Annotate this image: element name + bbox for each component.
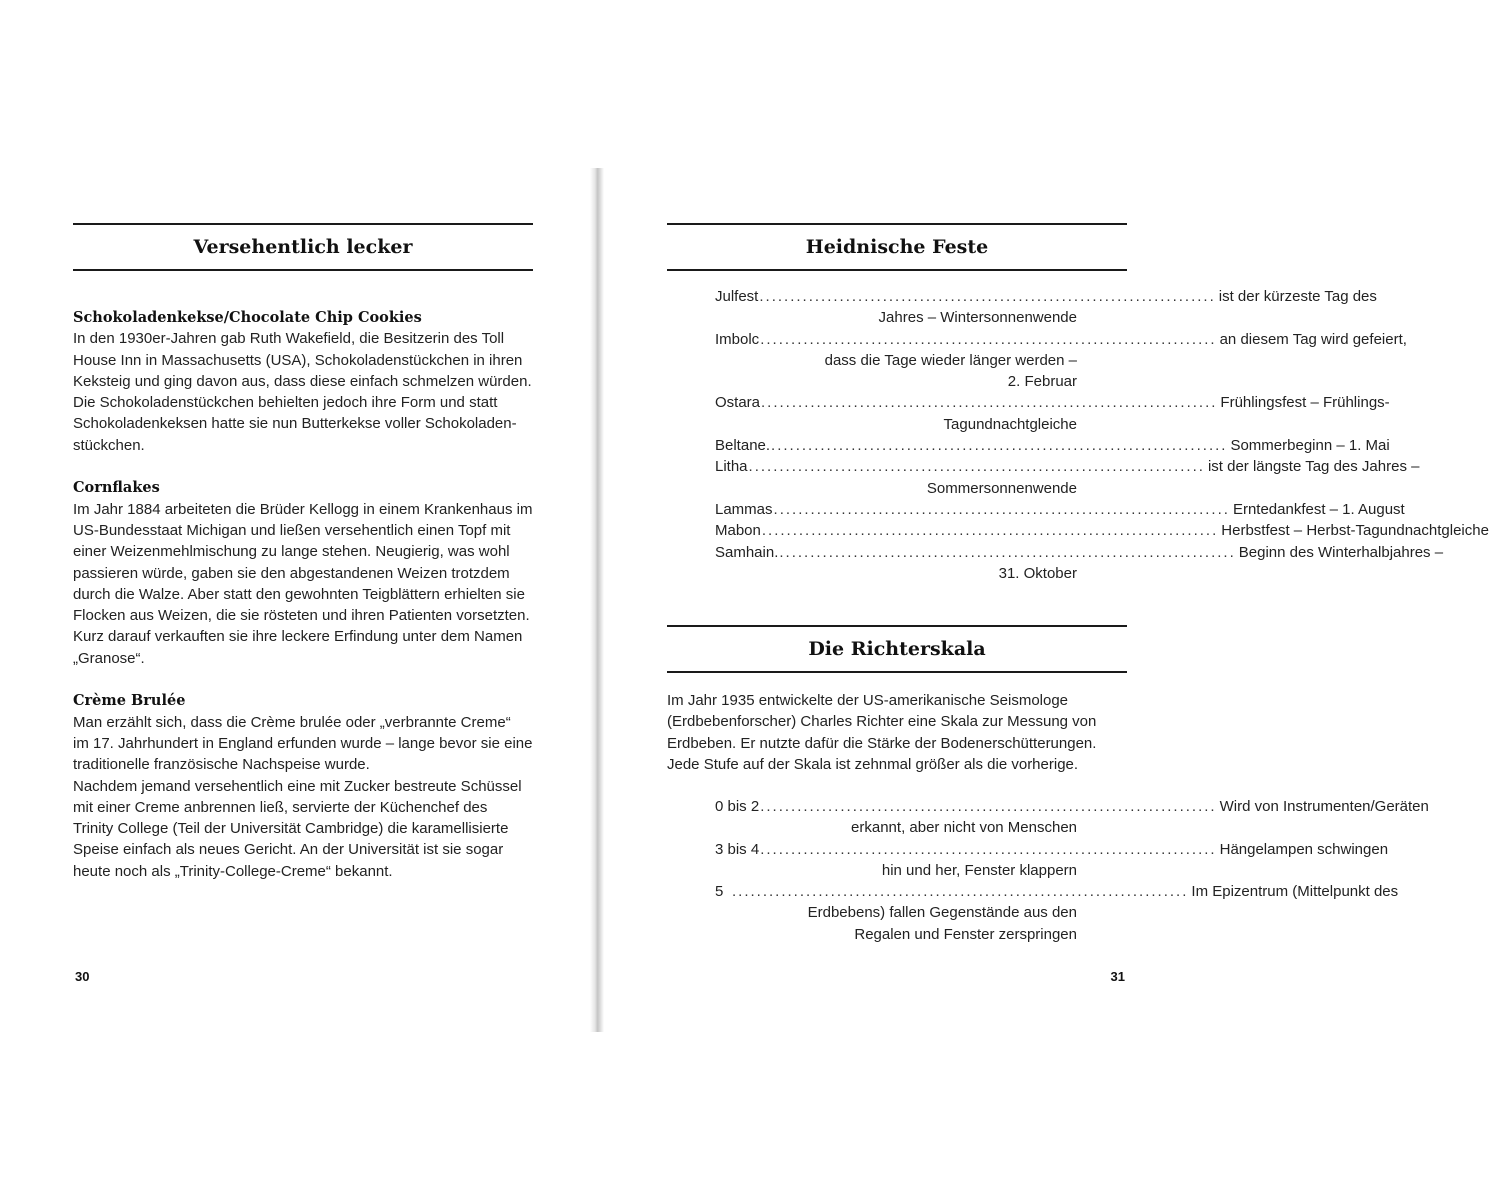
text-line: im 17. Jahrhundert in England erfunden wurde – lange bevor sie eine [73,734,533,752]
entry-term: Ostara [715,394,761,412]
text-line: Keksteig und ging davon aus, dass diese einfach schmelzen würden. [73,372,532,390]
entry-continuation: 2. Februar [1007,373,1077,391]
text-line: Nachdem jemand versehentlich eine mit Zucker bestreute Schüssel [73,777,522,795]
entry-desc: an diesem Tag wird gefeiert, [1219,330,1407,348]
text-line: heute noch als „Trinity-College-Creme“ bekannt. [73,862,393,880]
dot-leader: .......................................................................... [761,522,1219,540]
entry-continuation: Tagundnachtgleiche [943,415,1077,433]
page-number-left: 30 [75,969,90,984]
entry-term: Imbolc [715,330,760,348]
text-line: (Erdbebenforscher) Charles Richter eine Skala zur Messung von [667,713,1097,731]
text-line: Flocken aus Weizen, die sie rösteten und ihren Patienten vorsetzten. [73,607,530,625]
entry-term: Litha [715,458,748,476]
dot-leader: .......................................................................... [760,840,1217,858]
entry-continuation: Sommersonnenwende [926,479,1077,497]
entry-desc: Wird von Instrumenten/Geräten [1219,798,1429,815]
entry-continuation: Erdbebens) fallen Gegenstände aus den [807,904,1077,922]
text-line: einer Weizenmehlmischung zu lange stehen. Neugierig, was wohl [73,543,510,561]
text-line: mit einer Creme anbrennen ließ, servierte der Küchenchef des [73,798,488,816]
feste-heading: Heidnische Feste [805,236,989,258]
richter-entry-5 [715,881,1399,945]
entry-term: Julfest [715,288,759,305]
entry-term: 0 bis 2 [715,798,760,815]
entry-term: Mabon [715,522,761,540]
dot-leader: .......................................................................... [773,500,1230,518]
fest-entry-imbolc [715,329,1407,393]
fest-entry-mabon [715,520,1489,541]
entry-continuation: Regalen und Fenster zerspringen [854,925,1077,943]
section-title: Crème Brulée [73,692,186,710]
text-line: Jede Stufe auf der Skala ist zehnmal größer als die vorherige. [667,755,1079,773]
entry-desc: ist der kürzeste Tag des [1218,288,1377,305]
richter-heading: Die Richterskala [808,638,986,660]
text-line: „Granose“. [73,649,145,667]
richter-heading-box [667,625,1127,673]
left-heading-box [73,223,533,271]
text-line: Schokoladenkeksen hatte sie nun Butterkekse voller Schokoladen- [73,415,517,433]
fest-entry-litha [715,456,1420,499]
section-title: Schokoladenkekse/Chocolate Chip Cookies [73,309,422,326]
left-heading: Versehentlich lecker [193,236,413,258]
text-line: House Inn in Massachusetts (USA), Schokoladenstückchen in ihren [73,351,523,369]
fest-entry-ostara [715,392,1390,435]
dot-leader: .......................................................................... [760,330,1217,348]
richter-list [715,796,1429,945]
dot-leader: .......................................................................... [748,458,1205,476]
entry-continuation: Jahres – Wintersonnenwende [878,309,1077,327]
dot-leader: .......................................................................... [759,288,1216,305]
entry-desc: Erntedankfest – 1. August [1232,500,1405,518]
entry-desc: Frühlingsfest – Frühlings- [1220,394,1390,412]
section-cookies [73,307,533,456]
section-title: Cornflakes [73,479,160,497]
entry-term: Lammas [715,500,773,518]
dot-leader: .......................................................................... [732,883,1189,901]
richter-entry-3-4 [715,839,1389,882]
text-line: durch die Walze. Aber statt den gewohnten Teigblättern erhielten sie [73,585,525,603]
entry-desc: ist der längste Tag des Jahres – [1207,458,1420,476]
text-line: passieren würde, gaben sie den abgestandenen Weizen trotzdem [73,564,510,582]
text-line: US-Bundesstaat Michigan und ließen versehentlich einen Topf mit [73,521,511,539]
dot-leader: .......................................................................... [761,394,1218,412]
book-gutter [590,168,604,1032]
entry-desc: Im Epizentrum (Mittelpunkt des [1191,883,1399,901]
text-line: Im Jahr 1884 arbeiteten die Brüder Kellogg in einem Krankenhaus im [73,500,533,518]
text-line: Die Schokoladenstückchen behielten jedoch ihre Form und statt [73,394,498,412]
entry-term: 5 [715,883,724,901]
entry-term: Samhain. [715,543,779,561]
richter-entry-0-2 [715,796,1429,839]
entry-term: Beltane. [715,437,771,455]
entry-continuation: hin und her, Fenster klappern [881,861,1077,879]
entry-desc: Beginn des Winterhalbjahres – [1238,543,1444,561]
text-line: Man erzählt sich, dass die Crème brulée oder „verbrannte Creme“ [73,713,511,731]
section-cornflakes [73,477,533,669]
entry-desc: Herbstfest – Herbst-Tagundnachtgleiche [1221,522,1489,540]
text-line: traditionelle französische Nachspeise wurde. [73,756,370,774]
fest-entry-samhain [715,542,1444,585]
fest-entry-julfest [715,286,1377,329]
dot-leader: .......................................................................... [771,437,1228,455]
richter-intro [667,690,1127,775]
feste-list [715,286,1489,584]
entry-desc: Sommerbeginn – 1. Mai [1230,437,1390,455]
dot-leader: .......................................................................... [779,543,1236,561]
text-line: Im Jahr 1935 entwickelte der US-amerikanische Seismologe [667,692,1069,709]
text-line: Speise einfach als neues Gericht. An der Universität ist sie sogar [73,841,504,859]
text-line: stückchen. [73,436,145,454]
entry-continuation: 31. Oktober [998,564,1077,582]
entry-desc: Hängelampen schwingen [1219,840,1389,858]
fest-entry-beltane [715,435,1390,456]
entry-continuation: erkannt, aber nicht von Menschen [851,819,1077,837]
text-line: In den 1930er-Jahren gab Ruth Wakefield, die Besitzerin des Toll [73,330,505,348]
text-line: Erdbeben. Er nutzte dafür die Stärke der Bodenerschütterungen. [667,734,1097,752]
feste-heading-box [667,223,1127,271]
entry-term: 3 bis 4 [715,840,760,858]
entry-continuation: dass die Tage wieder länger werden – [824,351,1077,369]
dot-leader: .......................................................................... [760,798,1217,815]
text-line: Trinity College (Teil der Universität Cambridge) die karamellisierte [73,820,509,838]
left-body [73,307,533,882]
section-creme-brulee [73,690,533,882]
page-number-right: 31 [1110,969,1125,984]
text-line: Kurz darauf verkauften sie ihre leckere Erfindung unter dem Namen [73,628,523,646]
fest-entry-lammas [715,499,1405,520]
